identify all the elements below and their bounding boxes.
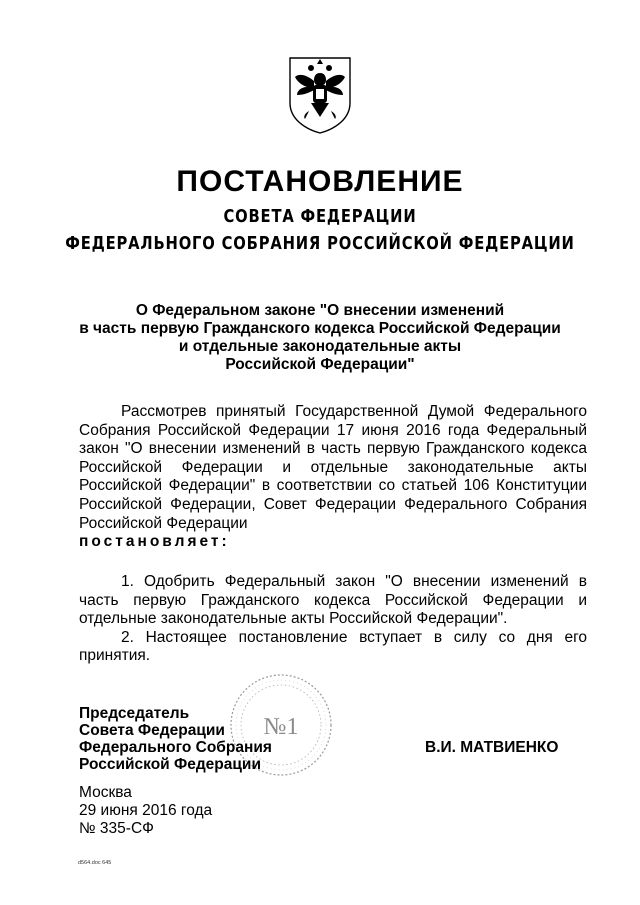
document-type-title: ПОСТАНОВЛЕНИЕ [176,165,464,198]
item-2: 2. Настоящее постановление вступает в силу со дня его принятия. [79,628,587,665]
coat-of-arms-icon [287,55,353,135]
law-title-line: Российской Федерации" [225,356,415,373]
date: 29 июня 2016 года [79,802,213,819]
law-title-line: в часть первую Гражданского кодекса Российской Федерации [79,320,561,337]
resolution-items [79,573,587,666]
issuer-line-1: СОВЕТА ФЕДЕРАЦИИ [223,206,417,227]
signatory-line: Председатель [79,705,190,722]
city: Москва [79,784,132,801]
signatory-name: В.И. МАТВИЕНКО [425,739,559,756]
item-1: 1. Одобрить Федеральный закон "О внесении изменений в часть первую Гражданского кодекса Российской Федерации и отдельные законодательные акты Российской Федерации". [79,573,587,628]
issuer-line-2: ФЕДЕРАЛЬНОГО СОБРАНИЯ РОССИЙСКОЙ ФЕДЕРАЦИИ [65,233,575,254]
document-file-reference: d564.doc 645 [78,860,112,866]
preamble-text: Рассмотрев принятый Государственной Думой Федерального Собрания Российской Федерации 17 июня 2016 года Федеральный закон "О внесении изменений в часть первую Гражданского кодекса Российской Федерации и отдельные законодательные акты Российской Федерации" в соответствии со статьей 106 Конституции Российской Федерации, Совет Федерации Федерального Собрания Российской Федерации [79,403,587,532]
law-title [0,302,640,374]
document-number: № 335-СФ [79,820,154,837]
signatory-line: Российской Федерации [79,756,261,773]
signatory-line: Федерального Собрания [79,739,272,756]
signatory-title [79,705,272,773]
law-title-line: О Федеральном законе "О внесении изменений [135,302,505,319]
stamp-number: №1 [263,714,299,740]
signatory-line: Совета Федерации [79,722,225,739]
place-date-number [79,784,212,838]
law-title-line: и отдельные законодательные акты [178,338,462,355]
preamble-paragraph [79,403,587,552]
resolves-word: постановляет: [79,533,230,551]
